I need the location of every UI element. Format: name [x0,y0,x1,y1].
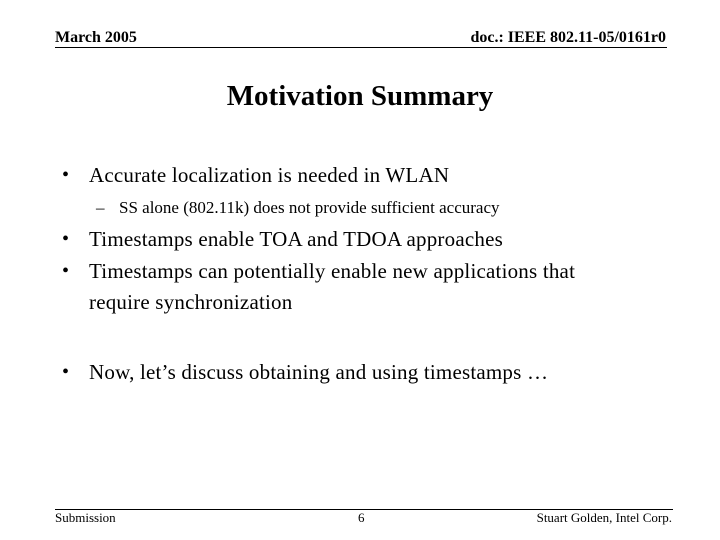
bullet-item [62,357,689,388]
bullet-marker: • [62,164,70,186]
bullet-marker: • [62,228,70,250]
slide-title: Motivation Summary [226,80,494,112]
page-number: 6 [358,510,365,525]
bullet-text: Timestamps can potentially enable new applications that require synchronization [89,259,576,314]
bullet-marker: • [62,260,70,282]
dash-marker: – [96,198,105,217]
header-document-id: doc.: IEEE 802.11-05/0161r0 [470,29,666,46]
footer-author: Stuart Golden, Intel Corp. [536,510,672,525]
bullet-item [62,160,689,191]
bullet-item [62,256,634,318]
sub-bullet-text: SS alone (802.11k) does not provide sufficient accuracy [119,198,500,217]
footer-submission-label: Submission [55,510,116,525]
bullet-text: Timestamps enable TOA and TDOA approaches [89,227,503,251]
sub-bullet-item [96,196,689,220]
bullet-item [62,224,689,255]
bullet-text: Accurate localization is needed in WLAN [89,163,450,187]
bullet-marker: • [62,361,70,383]
bullet-text: Now, let’s discuss obtaining and using timestamps … [89,360,549,384]
header-date: March 2005 [55,29,137,46]
